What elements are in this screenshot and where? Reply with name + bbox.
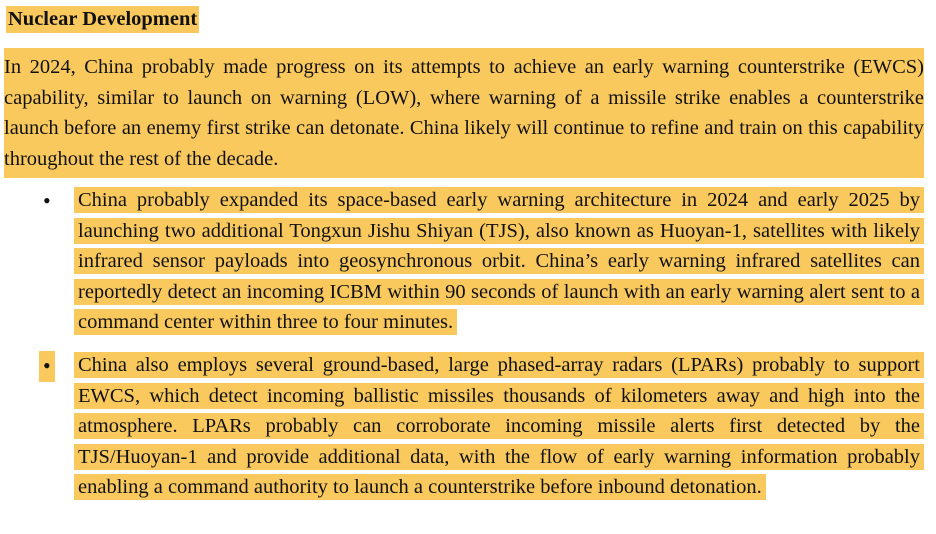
bullet-text: China also employs several ground-based, large phased-array radars (LPARs) probably to support EWCS, which detect incoming ballistic missiles thousands of kilometers away and high into the atmosphere. LPARs probably can corroborate incoming missile alerts first detected by the TJS/Huoyan-1 and provide additional data, with the flow of early warning information probably enabling a command authority to launch a counterstrike before inbound detonation.	[74, 352, 924, 500]
bullet-marker: •	[39, 351, 55, 382]
bullet-item	[74, 350, 924, 503]
intro-paragraph: In 2024, China probably made progress on its attempts to achieve an early warning counterstrike (EWCS) capability, similar to launch on warning (LOW), where warning of a missile strike enables a counterstrike launch before an enemy first strike can detonate. China likely will continue to refine and train on this capability throughout the rest of the decade.	[4, 48, 924, 178]
bullet-item	[74, 185, 924, 338]
bullet-marker: •	[43, 188, 51, 213]
heading-text: Nuclear Development	[6, 6, 199, 33]
section-heading	[6, 4, 199, 34]
bullet-text: China probably expanded its space-based early warning architecture in 2024 and early 2025 by launching two additional Tongxun Jishu Shiyan (TJS), also known as Huoyan-1, satellites with likely infrared sensor payloads into geosynchronous orbit. China’s early warning infrared satellites can reportedly detect an incoming ICBM within 90 seconds of launch with an early warning alert sent to a command center within three to four minutes.	[74, 187, 924, 335]
